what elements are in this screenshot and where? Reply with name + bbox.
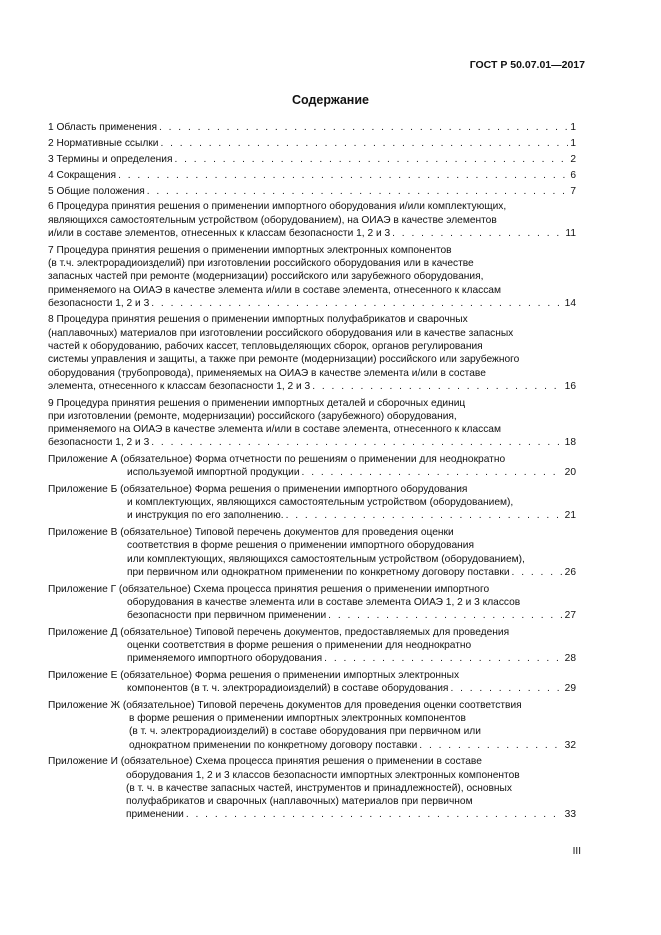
leader-dots (186, 808, 563, 821)
toc-appendix-v[interactable] (48, 526, 576, 579)
toc-entry-text: при изготовлении (ремонте, модернизации) российского (зарубежного) оборудования, (48, 410, 457, 422)
leader-dots (324, 652, 563, 665)
toc-page-number: 1 (570, 137, 576, 149)
toc-entry-text: соответствия в форме решения о применении импортного оборудования (127, 540, 474, 552)
toc-entry-text: 1 Область применения (48, 122, 157, 133)
toc-entry-text: 4 Сокращения (48, 169, 117, 181)
toc-entry-text: применяемого на ОИАЭ в качестве элемента и/или в составе элемента, отнесенного к классам (48, 424, 501, 436)
toc-entry-6[interactable] (48, 200, 576, 240)
toc-entry-3[interactable] (48, 153, 576, 166)
toc-entry-text: Приложение Г (обязательное) Схема процесса принятия решения о применении импортного (48, 583, 490, 595)
toc-page-number: 14 (564, 297, 576, 309)
leader-dots (512, 566, 563, 579)
toc-entry-text: 5 Общие положения (48, 185, 145, 197)
leader-dots (159, 121, 568, 134)
toc-page-number: 21 (564, 510, 576, 522)
page-title: Содержание (291, 93, 369, 107)
toc-page-number: 6 (570, 169, 576, 181)
toc-page-number: 7 (570, 185, 576, 197)
toc-entry-text: оценки соответствия в форме решения о применении для неоднократно (127, 640, 472, 652)
toc-entry-text: Приложение А (обязательное) Форма отчетности по решениям о применении для неоднократно (48, 453, 506, 465)
toc-entry-9[interactable] (48, 397, 576, 450)
toc-page-number: 16 (564, 380, 576, 392)
toc-page-number: 32 (564, 739, 576, 751)
toc-entry-5[interactable] (48, 185, 576, 198)
toc-appendix-b[interactable] (48, 483, 576, 523)
toc-entry-text: 9 Процедура принятия решения о применении импортных деталей и сборочных единиц (48, 397, 466, 409)
toc-entry-text: безопасности при первичном применении (127, 610, 327, 622)
leader-dots (392, 227, 563, 240)
toc-appendix-zh[interactable] (48, 699, 576, 752)
toc-entry-text: 6 Процедура принятия решения о применении импортного оборудования и/или комплектующих, (48, 201, 507, 213)
leader-dots (286, 509, 563, 522)
toc-entry-text: Приложение Б (обязательное) Форма решения о применении импортного оборудования (48, 483, 468, 495)
toc-entry-text: Приложение И (обязательное) Схема процесса принятия решения о применении в составе (48, 756, 482, 768)
toc-entry-text: (в т. ч. в качестве запасных частей, инструментов и принадлежностей), основных (126, 782, 512, 794)
toc-entry-text: частей к оборудованию, рабочих кассет, тепловыделяющих сборок, органов регулирования (48, 341, 483, 353)
toc-entry-text: и инструкция по его заполнению. (127, 510, 284, 522)
leader-dots (118, 169, 568, 182)
toc-entry-text: являющихся самостоятельным устройством (оборудованием), на ОИАЭ в качестве элементов (48, 214, 497, 226)
toc-entry-text: полуфабрикатов и сварочных (наплавочных) материалов при первичном (126, 796, 473, 808)
toc-page-number: 26 (564, 566, 576, 578)
toc-entry-text: 2 Нормативные ссылки (48, 137, 159, 149)
toc-appendix-i[interactable] (48, 755, 576, 821)
toc-page-number: 28 (564, 653, 576, 665)
toc-entry-text: оборудования в качестве элемента или в составе элемента ОИАЭ 1, 2 и 3 классов (127, 596, 521, 608)
toc-entry-text: Приложение В (обязательное) Типовой перечень документов для проведения оценки (48, 527, 454, 539)
toc-entry-text: компонентов (в т. ч. электрорадиоизделий) в составе оборудования (127, 683, 449, 695)
toc-appendix-a[interactable] (48, 453, 576, 480)
toc-entry-text: используемой импортной продукции (127, 467, 300, 479)
toc-entry-text: в форме решения о применении импортных электронных компонентов (129, 713, 466, 725)
leader-dots (312, 380, 562, 393)
toc-appendix-d[interactable] (48, 626, 576, 666)
toc-entry-text: 3 Термины и определения (48, 153, 173, 165)
toc-page-number: 20 (564, 467, 576, 479)
toc-entry-text: применении (126, 809, 184, 821)
leader-dots (419, 739, 562, 752)
toc-entry-text: безопасности 1, 2 и 3 (48, 297, 150, 309)
toc-entry-text: (в т. ч. электрорадиоизделий) в составе оборудования при первичном или (129, 726, 481, 738)
leader-dots (151, 297, 562, 310)
leader-dots (151, 436, 562, 449)
leader-dots (174, 153, 568, 166)
toc-entry-text: (в т.ч. электрорадиоизделий) при изготовлении российского оборудования или в качестве (48, 257, 474, 269)
toc-page-number: 33 (564, 809, 576, 821)
toc-entry-4[interactable] (48, 169, 576, 182)
leader-dots (328, 609, 562, 622)
toc-page-number: 1 (570, 122, 576, 133)
toc-entry-text: оборудования (трубопровода), применяемых на ОИАЭ в качестве элемента и/или в составе (48, 367, 486, 379)
toc-entry-8[interactable] (48, 313, 576, 393)
leader-dots (450, 682, 562, 695)
toc-entry-7[interactable] (48, 244, 576, 310)
toc-entry-2[interactable] (48, 137, 576, 150)
toc-entry-text: (наплавочных) материалов при изготовлении российского оборудования или в качестве запасных (48, 327, 514, 339)
toc-page-number: 11 (565, 228, 576, 240)
toc-entry-text: элемента, отнесенного к классам безопасности 1, 2 и 3 (48, 380, 311, 392)
toc-entry-text: Приложение Е (обязательное) Форма решения о применении импортных электронных (48, 669, 460, 681)
toc-entry-text: Приложение Ж (обязательное) Типовой перечень документов для проведения оценки соответствия (48, 699, 522, 711)
toc-page-number: 18 (564, 437, 576, 449)
table-of-contents (48, 121, 576, 825)
toc-entry-text: и комплектующих, являющихся самостоятельным устройством (оборудованием), (127, 497, 514, 509)
toc-page-number: 27 (564, 610, 576, 622)
standard-header: ГОСТ Р 50.07.01—2017 (469, 59, 585, 71)
toc-entry-text: 8 Процедура принятия решения о применении импортных полуфабрикатов и сварочных (48, 314, 468, 326)
toc-appendix-e[interactable] (48, 669, 576, 696)
toc-entry-text: применяемого импортного оборудования (127, 653, 323, 665)
toc-entry-text: системы управления и защиты, а также при ремонте (модернизации) российского или зарубежного (48, 354, 520, 366)
toc-entry-text: однократном применении по конкретному договору поставки (129, 739, 418, 751)
toc-entry-text: безопасности 1, 2 и 3 (48, 437, 150, 449)
toc-entry-text: и/или в составе элементов, отнесенных к классам безопасности 1, 2 и 3 (48, 228, 391, 240)
toc-entry-text: запасных частей при ремонте (модернизации) российского или зарубежного оборудования, (48, 271, 484, 283)
leader-dots (160, 137, 568, 150)
page-number: III (572, 846, 581, 857)
toc-entry-text: применяемого на ОИАЭ в качестве элемента и/или в составе элемента, отнесенного к классам (48, 284, 501, 296)
toc-appendix-g[interactable] (48, 583, 576, 623)
toc-entry-text: 7 Процедура принятия решения о применении импортных электронных компонентов (48, 244, 452, 256)
toc-page-number: 29 (564, 683, 576, 695)
toc-entry-text: или комплектующих, являющихся самостоятельным устройством (оборудованием), (127, 553, 525, 565)
toc-entry-text: Приложение Д (обязательное) Типовой перечень документов, предоставляемых для проведения (48, 626, 510, 638)
toc-entry-text: оборудования 1, 2 и 3 классов безопасности импортных электронных компонентов (126, 769, 520, 781)
toc-entry-text: при первичном или однократном применении по конкретному договору поставки (127, 566, 510, 578)
toc-page-number: 2 (570, 153, 576, 165)
toc-entry-1[interactable] (48, 121, 576, 134)
leader-dots (147, 185, 569, 198)
leader-dots (302, 466, 563, 479)
